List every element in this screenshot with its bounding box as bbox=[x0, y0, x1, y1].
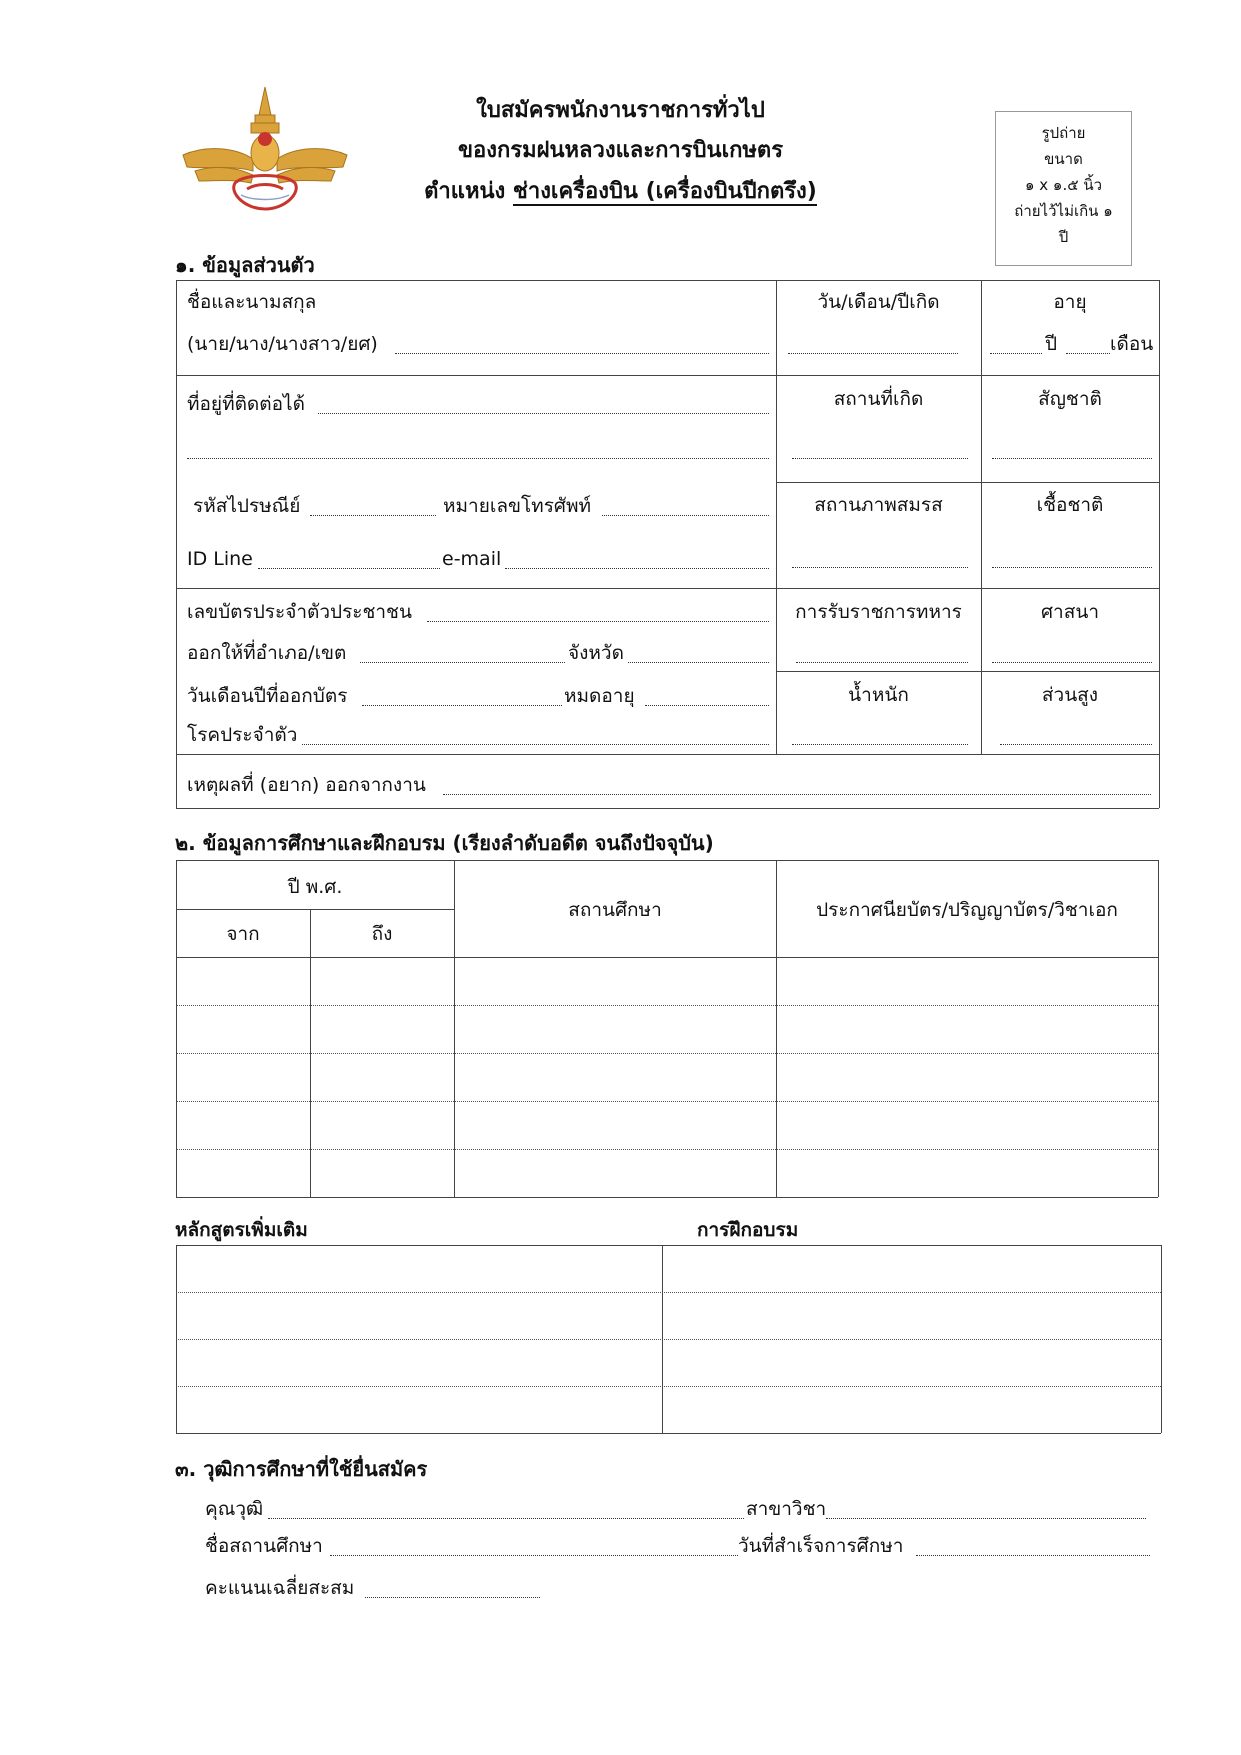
email-label: e-mail bbox=[442, 548, 502, 570]
photo-box-line: ถ่ายไว้ไม่เกิน ๑ bbox=[1014, 202, 1113, 220]
to-header: ถึง bbox=[371, 923, 393, 945]
issued-district-label: ออกให้ที่อำเภอ/เขต bbox=[187, 642, 347, 664]
photo-box-line: ปี bbox=[1058, 228, 1069, 246]
age-year-field[interactable] bbox=[990, 353, 1042, 354]
disease-field[interactable] bbox=[302, 744, 769, 745]
age-year-label: ปี bbox=[1045, 333, 1058, 355]
marital-status-label: สถานภาพสมรส bbox=[814, 494, 943, 516]
age-label: อายุ bbox=[1053, 291, 1087, 313]
birthplace-label: สถานที่เกิด bbox=[833, 388, 924, 410]
photo-box-line: ขนาด bbox=[1044, 150, 1083, 168]
name-label: ชื่อและนามสกุล bbox=[187, 291, 317, 313]
marital-status-field[interactable] bbox=[792, 567, 968, 568]
major-field[interactable] bbox=[826, 1518, 1146, 1519]
birthplace-field[interactable] bbox=[792, 458, 968, 459]
degree-header: ประกาศนียบัตร/ปริญญาบัตร/วิชาเอก bbox=[816, 899, 1118, 921]
photo-box-line: ๑ x ๑.๕ นิ้ว bbox=[1024, 176, 1103, 194]
line-id-label: ID Line bbox=[187, 548, 253, 570]
photo-box bbox=[995, 111, 1132, 266]
name-field[interactable] bbox=[395, 353, 769, 354]
province-field[interactable] bbox=[628, 662, 769, 663]
expiry-label: หมดอายุ bbox=[564, 685, 635, 707]
dob-field[interactable] bbox=[788, 353, 958, 354]
disease-label: โรคประจำตัว bbox=[187, 724, 298, 746]
extra-courses-label: หลักสูตรเพิ่มเติม bbox=[175, 1219, 308, 1241]
nationality-label: สัญชาติ bbox=[1038, 388, 1102, 410]
religion-label: ศาสนา bbox=[1041, 601, 1099, 623]
height-field[interactable] bbox=[1000, 744, 1152, 745]
postcode-field[interactable] bbox=[310, 515, 436, 516]
postcode-label: รหัสไปรษณีย์ bbox=[193, 495, 301, 517]
reason-field[interactable] bbox=[443, 794, 1151, 795]
training-label: การฝึกอบรม bbox=[697, 1219, 799, 1241]
phone-field[interactable] bbox=[602, 515, 769, 516]
phone-label: หมายเลขโทรศัพท์ bbox=[443, 495, 592, 517]
section2-heading: ๒. ข้อมูลการศึกษาและฝึกอบรม (เรียงลำดับอดีต จนถึงปัจจุบัน) bbox=[175, 831, 714, 855]
address-field-1[interactable] bbox=[318, 413, 769, 414]
ethnicity-label: เชื้อชาติ bbox=[1036, 494, 1104, 516]
major-label: สาขาวิชา bbox=[746, 1498, 827, 1520]
line-id-field[interactable] bbox=[258, 568, 440, 569]
weight-field[interactable] bbox=[792, 744, 968, 745]
from-header: จาก bbox=[226, 923, 260, 945]
issue-date-label: วันเดือนปีที่ออกบัตร bbox=[187, 685, 348, 707]
position-name: ช่างเครื่องบิน (เครื่องบินปีกตรึง) bbox=[512, 179, 817, 204]
position-prefix: ตำแหน่ง bbox=[424, 179, 506, 204]
qualification-label: คุณวุฒิ bbox=[205, 1498, 264, 1520]
address-label: ที่อยู่ที่ติดต่อได้ bbox=[187, 393, 305, 415]
military-label: การรับราชการทหาร bbox=[795, 601, 962, 623]
form-title-line2: ของกรมฝนหลวงและการบินเกษตร bbox=[457, 138, 784, 163]
name-prefix-label: (นาย/นาง/นางสาว/ยศ) bbox=[187, 333, 378, 355]
age-month-label: เดือน bbox=[1110, 333, 1154, 355]
photo-box-line: รูปถ่าย bbox=[1041, 124, 1086, 142]
ethnicity-field[interactable] bbox=[992, 567, 1152, 568]
year-header: ปี พ.ศ. bbox=[287, 876, 343, 898]
qualification-field[interactable] bbox=[268, 1518, 744, 1519]
idcard-field[interactable] bbox=[427, 621, 769, 622]
reason-label: เหตุผลที่ (อยาก) ออกจากงาน bbox=[187, 774, 426, 796]
issue-date-field[interactable] bbox=[362, 705, 562, 706]
gpa-field[interactable] bbox=[365, 1597, 540, 1598]
email-field[interactable] bbox=[505, 568, 769, 569]
nationality-field[interactable] bbox=[992, 458, 1152, 459]
religion-field[interactable] bbox=[992, 662, 1152, 663]
military-field[interactable] bbox=[796, 662, 968, 663]
form-title-line1: ใบสมัครพนักงานราชการทั่วไป bbox=[476, 98, 765, 123]
age-month-field[interactable] bbox=[1066, 353, 1110, 354]
institution-name-label: ชื่อสถานศึกษา bbox=[205, 1535, 323, 1557]
issued-district-field[interactable] bbox=[360, 662, 565, 663]
province-label: จังหวัด bbox=[568, 642, 624, 664]
graduation-date-label: วันที่สำเร็จการศึกษา bbox=[738, 1535, 904, 1557]
section1-heading: ๑. ข้อมูลส่วนตัว bbox=[175, 253, 315, 277]
height-label: ส่วนสูง bbox=[1041, 684, 1099, 706]
section3-heading: ๓. วุฒิการศึกษาที่ใช้ยื่นสมัคร bbox=[175, 1457, 428, 1481]
gpa-label: คะแนนเฉลี่ยสะสม bbox=[205, 1577, 355, 1599]
institution-header: สถานศึกษา bbox=[568, 899, 662, 921]
address-field-2[interactable] bbox=[187, 458, 769, 459]
expiry-field[interactable] bbox=[645, 705, 769, 706]
graduation-date-field[interactable] bbox=[916, 1555, 1150, 1556]
weight-label: น้ำหนัก bbox=[848, 684, 909, 706]
dob-label: วัน/เดือน/ปีเกิด bbox=[817, 291, 940, 313]
idcard-label: เลขบัตรประจำตัวประชาชน bbox=[187, 601, 412, 623]
institution-name-field[interactable] bbox=[330, 1555, 738, 1556]
